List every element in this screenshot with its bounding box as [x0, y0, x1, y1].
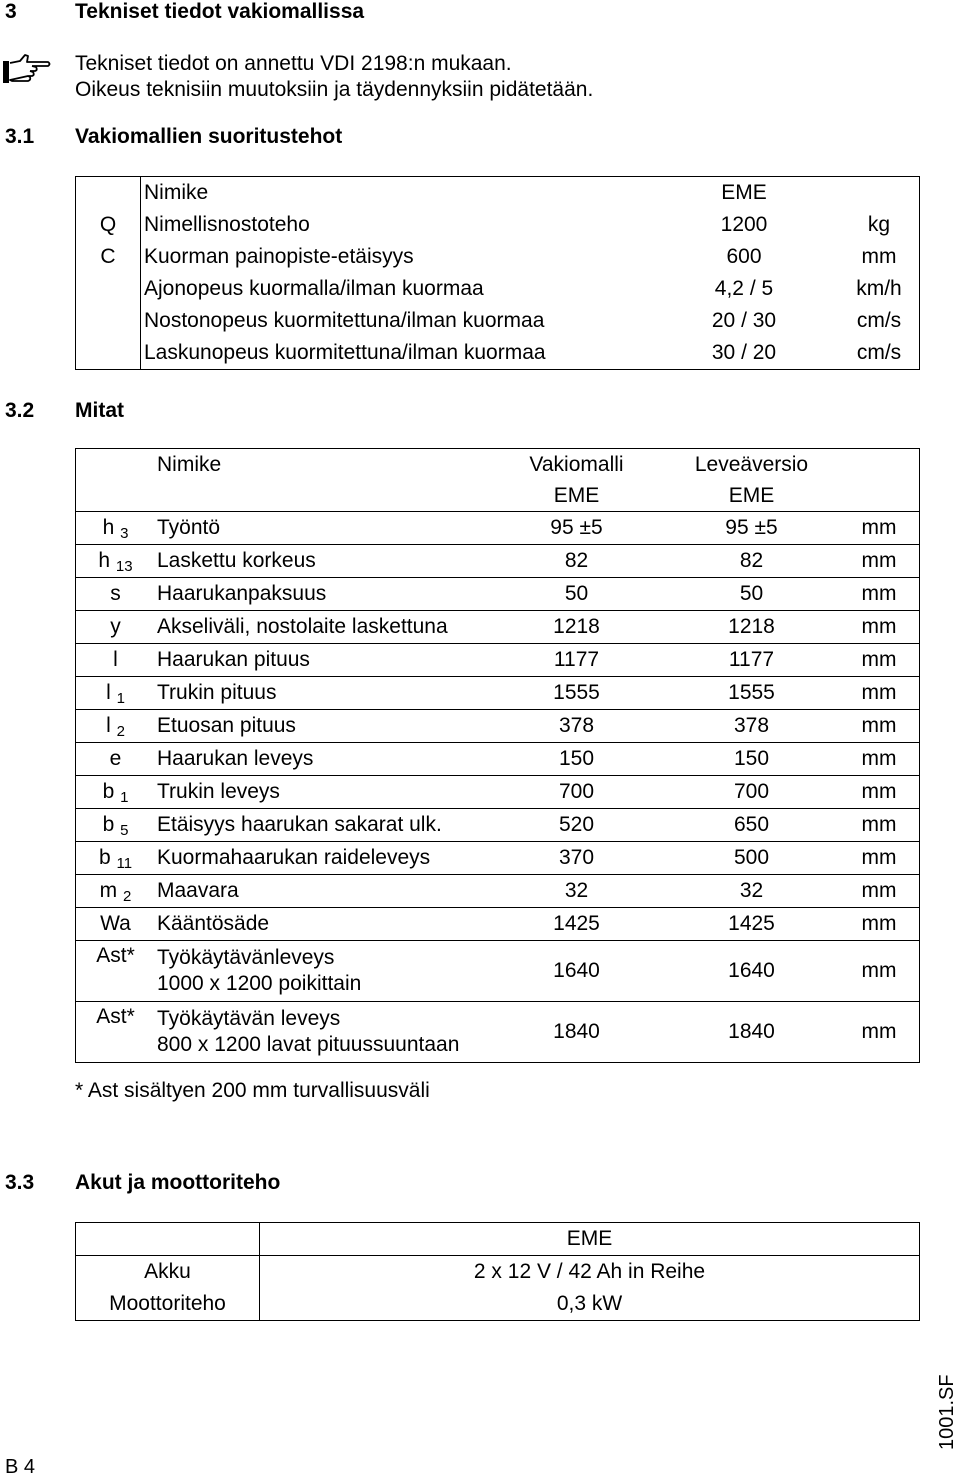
row-name: Maavara — [155, 875, 489, 908]
column-header-eme: EME — [260, 1223, 920, 1256]
row-value-standard: 520 — [489, 809, 664, 842]
row-value-standard: 1840 — [489, 1002, 664, 1063]
row-value: 20 / 30 — [711, 309, 777, 332]
row-unit: mm — [839, 644, 920, 677]
row-unit: cm/s — [856, 309, 902, 332]
battery-table — [75, 1222, 920, 1321]
row-value-standard: 1218 — [489, 611, 664, 644]
row-name: Laskettu korkeus — [155, 545, 489, 578]
table-row — [76, 908, 920, 941]
row-symbol — [76, 305, 141, 337]
row-value: 30 / 20 — [711, 341, 777, 364]
row-symbol: Wa — [76, 908, 156, 941]
row-symbol: C — [76, 241, 141, 273]
row-unit: mm — [839, 776, 920, 809]
footnote: * Ast sisältyen 200 mm turvallisuusväli — [75, 1079, 430, 1102]
row-unit: mm — [839, 611, 920, 644]
row-symbol — [76, 337, 141, 370]
row-value: 1200 — [720, 213, 768, 236]
row-value: 0,3 kW — [556, 1292, 623, 1315]
row-symbol: b $_{11}$ — [76, 842, 156, 875]
row-name: Ajonopeus kuormalla/ilman kuormaa — [144, 277, 484, 300]
table-row — [76, 842, 920, 875]
table-row — [76, 545, 920, 578]
row-label: Akku — [76, 1256, 260, 1289]
row-value-wide: 1177 — [664, 644, 839, 677]
row-name: Kuormahaarukan raideleveys — [155, 842, 489, 875]
row-value: 4,2 / 5 — [714, 277, 774, 300]
column-header-name: Nimike — [157, 453, 222, 476]
column-header-standard: Vakiomalli — [529, 453, 624, 476]
row-name: Työntö — [155, 512, 489, 545]
row-symbol — [76, 273, 141, 305]
table-row — [76, 209, 920, 241]
document-code: 1001.SF — [936, 1374, 958, 1450]
row-unit: mm — [839, 809, 920, 842]
row-value-wide: 1425 — [664, 908, 839, 941]
row-symbol: Q — [76, 209, 141, 241]
row-value-wide: 32 — [664, 875, 839, 908]
row-symbol: b $_5$ — [76, 809, 156, 842]
row-unit: mm — [839, 908, 920, 941]
row-symbol: s — [76, 578, 156, 611]
row-name: Työkäytävän leveys 800 x 1200 lavat pituussuuntaan — [155, 1002, 489, 1063]
row-name: Haarukanpaksuus — [155, 578, 489, 611]
row-value-standard: 50 — [489, 578, 664, 611]
row-name: Nostonopeus kuormitettuna/ilman kuormaa — [144, 309, 545, 332]
table-row — [76, 611, 920, 644]
row-value-standard: 32 — [489, 875, 664, 908]
row-label: Moottoriteho — [76, 1288, 260, 1321]
row-value-wide: 378 — [664, 710, 839, 743]
row-value-standard: 1425 — [489, 908, 664, 941]
row-name: Nimellisnostoteho — [144, 213, 310, 236]
row-unit: mm — [861, 245, 897, 268]
table-header-subrow — [76, 480, 920, 512]
row-unit: mm — [839, 710, 920, 743]
row-value-standard: 370 — [489, 842, 664, 875]
table-header-row — [76, 1223, 920, 1256]
column-header-name: Nimike — [144, 181, 209, 204]
row-name: Trukin leveys — [155, 776, 489, 809]
table-row — [76, 1256, 920, 1289]
dimensions-table — [75, 448, 920, 1063]
row-name: Laskunopeus kuormitettuna/ilman kuormaa — [144, 341, 546, 364]
row-symbol: h $_3$ — [76, 512, 156, 545]
table-row — [76, 273, 920, 305]
row-symbol: Ast* — [76, 941, 156, 1002]
row-name: Työkäytävänleveys 1000 x 1200 poikittain — [155, 941, 489, 1002]
row-unit: mm — [839, 875, 920, 908]
table-row — [76, 776, 920, 809]
row-value-standard: 378 — [489, 710, 664, 743]
row-value-standard: 82 — [489, 545, 664, 578]
table-row — [76, 512, 920, 545]
column-subheader-wide: EME — [728, 484, 775, 507]
row-value-wide: 1640 — [664, 941, 839, 1002]
row-symbol: l $_1$ — [76, 677, 156, 710]
performance-table — [75, 176, 920, 370]
table-row — [76, 644, 920, 677]
table-row — [76, 743, 920, 776]
section-3-3-number: 3.3 — [5, 1171, 35, 1194]
row-name: Etuosan pituus — [155, 710, 489, 743]
row-unit: km/h — [856, 277, 902, 300]
row-name: Haarukan leveys — [155, 743, 489, 776]
row-value: 2 x 12 V / 42 Ah in Reihe — [473, 1260, 706, 1283]
row-name: Kuorman painopiste-etäisyys — [144, 245, 414, 268]
row-unit: mm — [839, 512, 920, 545]
table-row — [76, 809, 920, 842]
table-row — [76, 875, 920, 908]
row-name: Kääntösäde — [155, 908, 489, 941]
row-value-standard: 150 — [489, 743, 664, 776]
row-name: Etäisyys haarukan sakarat ulk. — [155, 809, 489, 842]
table-row — [76, 710, 920, 743]
row-name: Akseliväli, nostolaite laskettuna — [155, 611, 489, 644]
table-row — [76, 578, 920, 611]
table-header-row — [76, 177, 920, 210]
row-value: 600 — [726, 245, 762, 268]
section-3-2-title: Mitat — [75, 399, 124, 422]
row-value-wide: 500 — [664, 842, 839, 875]
note-line-2: Oikeus teknisiin muutoksiin ja täydennyksiin pidätetään. — [75, 78, 594, 101]
table-row — [76, 941, 920, 1002]
column-subheader-standard: EME — [553, 484, 600, 507]
column-header-wide: Leveäversio — [694, 453, 809, 476]
section-3-3-title: Akut ja moottoriteho — [75, 1171, 281, 1194]
row-value-standard: 700 — [489, 776, 664, 809]
page-number: B 4 — [5, 1456, 36, 1478]
row-value-wide: 650 — [664, 809, 839, 842]
row-value-wide: 700 — [664, 776, 839, 809]
section-3-1-title: Vakiomallien suoritustehot — [75, 125, 343, 148]
table-row — [76, 305, 920, 337]
table-row — [76, 677, 920, 710]
row-symbol: m $_2$ — [76, 875, 156, 908]
row-value-wide: 95 ±5 — [664, 512, 839, 545]
row-symbol: b $_1$ — [76, 776, 156, 809]
row-value-wide: 50 — [664, 578, 839, 611]
row-unit: cm/s — [856, 341, 902, 364]
row-value-wide: 82 — [664, 545, 839, 578]
column-header-eme: EME — [721, 181, 767, 204]
row-unit: kg — [867, 213, 891, 236]
row-value-wide: 1840 — [664, 1002, 839, 1063]
row-value-wide: 150 — [664, 743, 839, 776]
row-unit: mm — [839, 578, 920, 611]
row-symbol: l $_2$ — [76, 710, 156, 743]
row-unit: mm — [839, 941, 920, 1002]
section-3-title: Tekniset tiedot vakiomallissa — [75, 0, 365, 23]
table-row — [76, 337, 920, 370]
row-unit: mm — [839, 677, 920, 710]
row-value-standard: 1640 — [489, 941, 664, 1002]
row-symbol: Ast* — [76, 1002, 156, 1063]
row-value-standard: 95 ±5 — [489, 512, 664, 545]
table-row — [76, 1288, 920, 1321]
row-value-standard: 1555 — [489, 677, 664, 710]
section-3-2-number: 3.2 — [5, 399, 35, 422]
table-row — [76, 241, 920, 273]
row-value-wide: 1555 — [664, 677, 839, 710]
row-name: Haarukan pituus — [155, 644, 489, 677]
row-unit: mm — [839, 842, 920, 875]
row-symbol: e — [76, 743, 156, 776]
pointing-hand-icon — [2, 52, 52, 86]
section-3-number: 3 — [5, 0, 17, 23]
row-unit: mm — [839, 545, 920, 578]
row-symbol: y — [76, 611, 156, 644]
row-symbol: h $_{13}$ — [76, 545, 156, 578]
section-3-1-number: 3.1 — [5, 125, 35, 148]
row-symbol: l — [76, 644, 156, 677]
table-row — [76, 1002, 920, 1063]
row-unit: mm — [839, 743, 920, 776]
note-line-1: Tekniset tiedot on annettu VDI 2198:n mukaan. — [75, 52, 512, 75]
row-name: Trukin pituus — [155, 677, 489, 710]
table-header-row — [76, 449, 920, 481]
row-unit: mm — [839, 1002, 920, 1063]
row-value-standard: 1177 — [489, 644, 664, 677]
row-value-wide: 1218 — [664, 611, 839, 644]
